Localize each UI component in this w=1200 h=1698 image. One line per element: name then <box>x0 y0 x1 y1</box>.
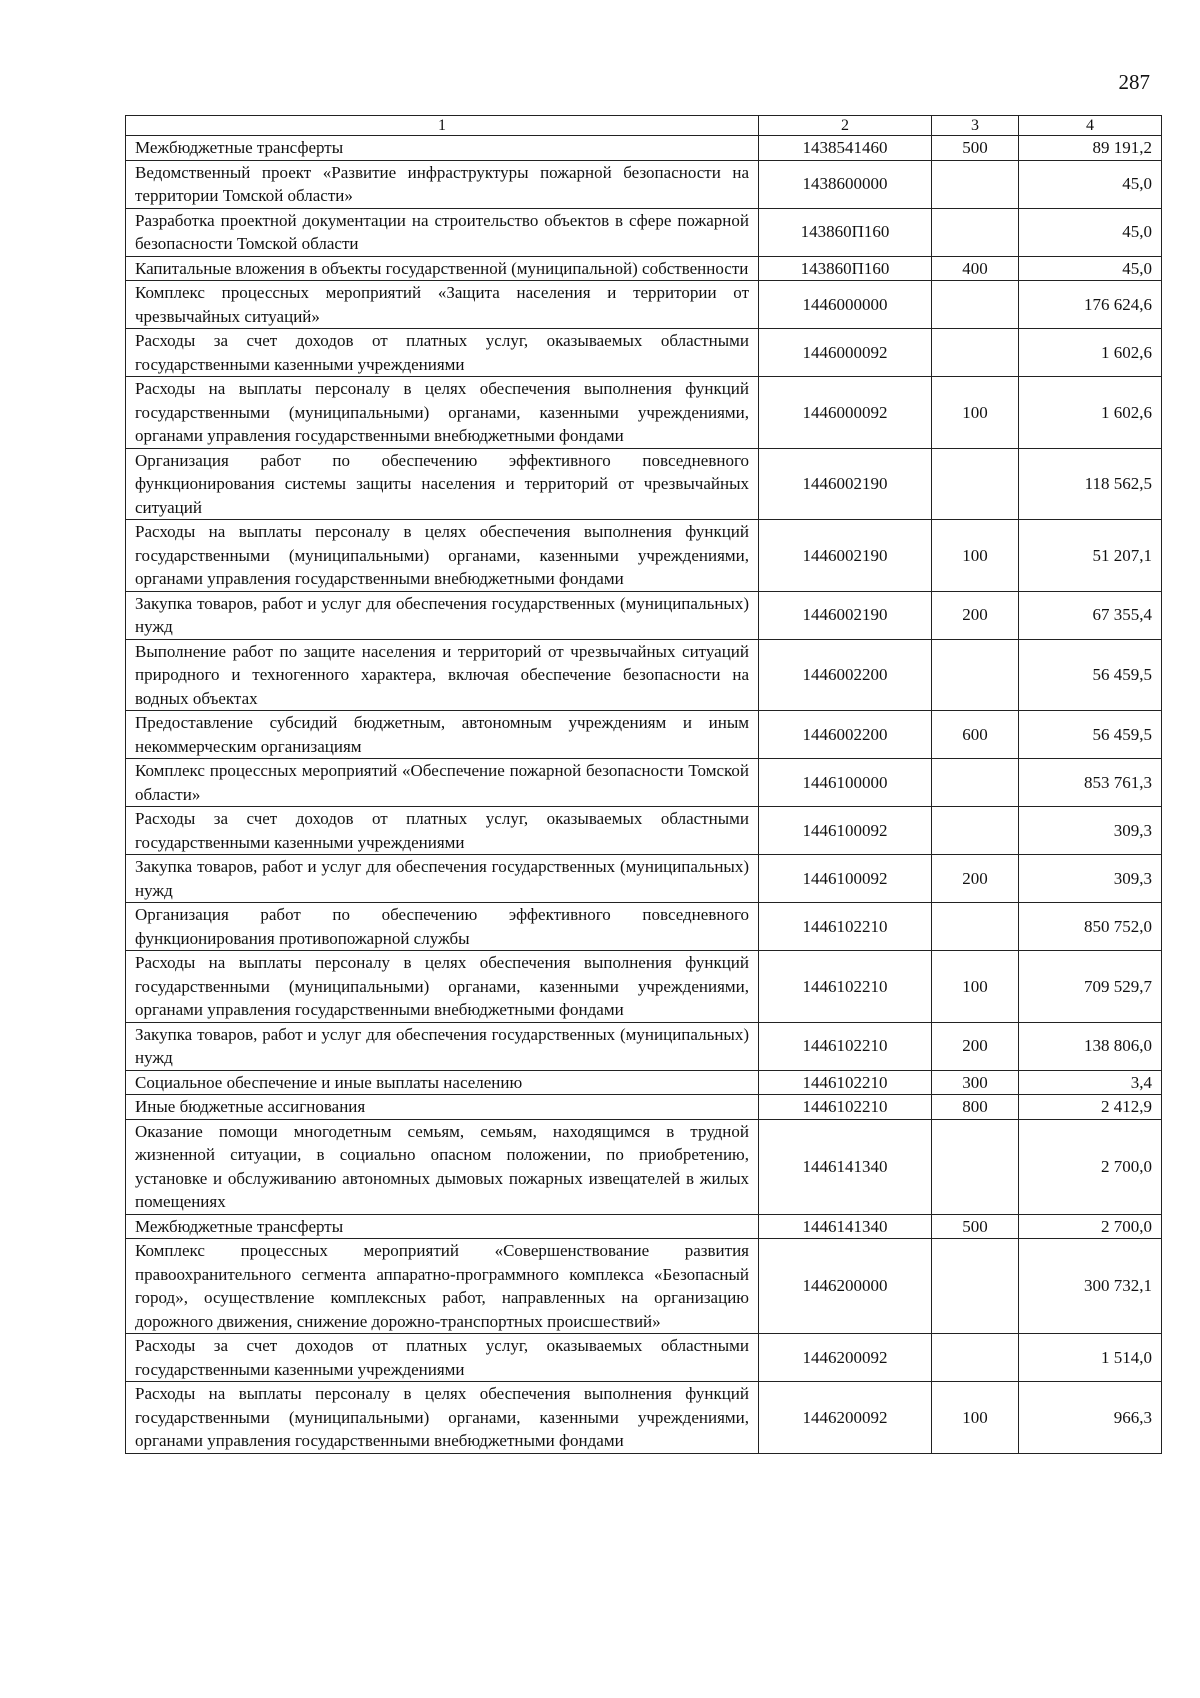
row-name: Комплекс процессных мероприятий «Защита населения и территории от чрезвычайных ситуаций» <box>126 281 759 329</box>
row-name: Предоставление субсидий бюджетным, автономным учреждениям и иным некоммерческим организациям <box>126 711 759 759</box>
row-amount: 176 624,6 <box>1019 281 1162 329</box>
row-expense-type: 500 <box>932 136 1019 161</box>
row-expense-type: 300 <box>932 1070 1019 1095</box>
row-target-code: 1446102210 <box>759 1095 932 1120</box>
row-target-code: 1446002190 <box>759 448 932 520</box>
row-amount: 966,3 <box>1019 1382 1162 1454</box>
table-row <box>126 1334 1162 1382</box>
row-target-code: 143860П160 <box>759 208 932 256</box>
row-target-code: 1446100000 <box>759 759 932 807</box>
header-col-3: 3 <box>932 116 1019 136</box>
row-target-code: 1446000092 <box>759 329 932 377</box>
row-expense-type <box>932 329 1019 377</box>
row-target-code: 1446200092 <box>759 1382 932 1454</box>
row-expense-type <box>932 1119 1019 1214</box>
table-row <box>126 329 1162 377</box>
table-row <box>126 256 1162 281</box>
row-expense-type <box>932 1334 1019 1382</box>
table-row <box>126 1022 1162 1070</box>
table-header-row <box>126 116 1162 136</box>
row-amount: 1 602,6 <box>1019 329 1162 377</box>
table-row <box>126 639 1162 711</box>
budget-table-body <box>126 116 1162 1454</box>
table-row <box>126 711 1162 759</box>
row-amount: 309,3 <box>1019 855 1162 903</box>
table-row <box>126 520 1162 592</box>
row-amount: 709 529,7 <box>1019 951 1162 1023</box>
row-name: Межбюджетные трансферты <box>126 136 759 161</box>
row-expense-type: 100 <box>932 377 1019 449</box>
row-amount: 45,0 <box>1019 160 1162 208</box>
table-row <box>126 281 1162 329</box>
row-amount: 300 732,1 <box>1019 1239 1162 1334</box>
row-target-code: 1446002200 <box>759 711 932 759</box>
page-number: 287 <box>1118 70 1150 94</box>
table-row <box>126 855 1162 903</box>
row-expense-type: 200 <box>932 591 1019 639</box>
table-row <box>126 951 1162 1023</box>
row-name: Межбюджетные трансферты <box>126 1214 759 1239</box>
row-target-code: 1438600000 <box>759 160 932 208</box>
row-expense-type <box>932 208 1019 256</box>
row-target-code: 1446200092 <box>759 1334 932 1382</box>
row-target-code: 1438541460 <box>759 136 932 161</box>
row-amount: 51 207,1 <box>1019 520 1162 592</box>
row-expense-type: 100 <box>932 951 1019 1023</box>
row-name: Расходы на выплаты персоналу в целях обеспечения выполнения функций государственными (муниципальными) органами, казенными учреждениями, органами управления государственными внебюджетными фондами <box>126 1382 759 1454</box>
row-target-code: 1446100092 <box>759 807 932 855</box>
row-target-code: 1446102210 <box>759 951 932 1023</box>
row-expense-type: 100 <box>932 520 1019 592</box>
table-row <box>126 591 1162 639</box>
header-col-1: 1 <box>126 116 759 136</box>
table-row <box>126 807 1162 855</box>
row-target-code: 1446102210 <box>759 1022 932 1070</box>
table-row <box>126 1070 1162 1095</box>
table-row <box>126 1095 1162 1120</box>
row-amount: 67 355,4 <box>1019 591 1162 639</box>
row-name: Ведомственный проект «Развитие инфраструктуры пожарной безопасности на территории Томской области» <box>126 160 759 208</box>
row-name: Иные бюджетные ассигнования <box>126 1095 759 1120</box>
row-amount: 118 562,5 <box>1019 448 1162 520</box>
header-col-4: 4 <box>1019 116 1162 136</box>
row-name: Организация работ по обеспечению эффективного повседневного функционирования системы защиты населения и территорий от чрезвычайных ситуаций <box>126 448 759 520</box>
row-target-code: 1446002190 <box>759 520 932 592</box>
row-target-code: 143860П160 <box>759 256 932 281</box>
row-name: Социальное обеспечение и иные выплаты населению <box>126 1070 759 1095</box>
row-name: Комплекс процессных мероприятий «Обеспечение пожарной безопасности Томской области» <box>126 759 759 807</box>
row-name: Расходы за счет доходов от платных услуг, оказываемых областными государственными казенными учреждениями <box>126 329 759 377</box>
row-amount: 89 191,2 <box>1019 136 1162 161</box>
row-expense-type: 200 <box>932 1022 1019 1070</box>
table-row <box>126 903 1162 951</box>
row-amount: 56 459,5 <box>1019 639 1162 711</box>
row-expense-type: 500 <box>932 1214 1019 1239</box>
row-amount: 56 459,5 <box>1019 711 1162 759</box>
row-expense-type: 400 <box>932 256 1019 281</box>
row-amount: 853 761,3 <box>1019 759 1162 807</box>
row-amount: 45,0 <box>1019 256 1162 281</box>
row-target-code: 1446102210 <box>759 1070 932 1095</box>
row-expense-type: 100 <box>932 1382 1019 1454</box>
row-amount: 2 700,0 <box>1019 1119 1162 1214</box>
row-target-code: 1446141340 <box>759 1119 932 1214</box>
table-row <box>126 136 1162 161</box>
row-name: Комплекс процессных мероприятий «Совершенствование развития правоохранительного сегмента аппаратно-программного комплекса «Безопасный город», осуществление комплексных работ, направленных на организацию дорожного движения, снижение дорожно-транспортных происшествий» <box>126 1239 759 1334</box>
row-name: Разработка проектной документации на строительство объектов в сфере пожарной безопасности Томской области <box>126 208 759 256</box>
row-expense-type <box>932 281 1019 329</box>
row-name: Расходы на выплаты персоналу в целях обеспечения выполнения функций государственными (муниципальными) органами, казенными учреждениями, органами управления государственными внебюджетными фондами <box>126 951 759 1023</box>
row-target-code: 1446200000 <box>759 1239 932 1334</box>
row-expense-type: 200 <box>932 855 1019 903</box>
row-name: Выполнение работ по защите населения и территорий от чрезвычайных ситуаций природного и техногенного характера, включая обеспечение безопасности на водных объектах <box>126 639 759 711</box>
row-name: Расходы за счет доходов от платных услуг, оказываемых областными государственными казенными учреждениями <box>126 1334 759 1382</box>
table-row <box>126 160 1162 208</box>
row-amount: 45,0 <box>1019 208 1162 256</box>
row-name: Закупка товаров, работ и услуг для обеспечения государственных (муниципальных) нужд <box>126 591 759 639</box>
row-expense-type <box>932 639 1019 711</box>
table-row <box>126 377 1162 449</box>
budget-table <box>125 115 1162 1454</box>
table-row <box>126 208 1162 256</box>
row-expense-type <box>932 759 1019 807</box>
row-expense-type <box>932 448 1019 520</box>
table-row <box>126 759 1162 807</box>
row-amount: 2 700,0 <box>1019 1214 1162 1239</box>
row-amount: 138 806,0 <box>1019 1022 1162 1070</box>
row-name: Расходы на выплаты персоналу в целях обеспечения выполнения функций государственными (муниципальными) органами, казенными учреждениями, органами управления государственными внебюджетными фондами <box>126 520 759 592</box>
table-row <box>126 1382 1162 1454</box>
table-row <box>126 1239 1162 1334</box>
row-target-code: 1446002200 <box>759 639 932 711</box>
row-target-code: 1446100092 <box>759 855 932 903</box>
row-expense-type <box>932 807 1019 855</box>
row-name: Расходы на выплаты персоналу в целях обеспечения выполнения функций государственными (муниципальными) органами, казенными учреждениями, органами управления государственными внебюджетными фондами <box>126 377 759 449</box>
row-amount: 2 412,9 <box>1019 1095 1162 1120</box>
row-expense-type <box>932 1239 1019 1334</box>
row-name: Оказание помощи многодетным семьям, семьям, находящимся в трудной жизненной ситуации, в социально опасном положении, по приобретению, установке и обслуживанию автономных дымовых пожарных извещателей в жилых помещениях <box>126 1119 759 1214</box>
row-target-code: 1446102210 <box>759 903 932 951</box>
row-name: Закупка товаров, работ и услуг для обеспечения государственных (муниципальных) нужд <box>126 855 759 903</box>
row-expense-type: 600 <box>932 711 1019 759</box>
table-row <box>126 1119 1162 1214</box>
row-name: Расходы за счет доходов от платных услуг, оказываемых областными государственными казенными учреждениями <box>126 807 759 855</box>
row-amount: 1 602,6 <box>1019 377 1162 449</box>
table-row <box>126 1214 1162 1239</box>
row-amount: 309,3 <box>1019 807 1162 855</box>
row-name: Организация работ по обеспечению эффективного повседневного функционирования противопожарной службы <box>126 903 759 951</box>
header-col-2: 2 <box>759 116 932 136</box>
row-target-code: 1446000000 <box>759 281 932 329</box>
row-amount: 850 752,0 <box>1019 903 1162 951</box>
row-amount: 1 514,0 <box>1019 1334 1162 1382</box>
row-target-code: 1446000092 <box>759 377 932 449</box>
row-expense-type <box>932 903 1019 951</box>
row-target-code: 1446141340 <box>759 1214 932 1239</box>
row-expense-type: 800 <box>932 1095 1019 1120</box>
row-expense-type <box>932 160 1019 208</box>
row-amount: 3,4 <box>1019 1070 1162 1095</box>
row-target-code: 1446002190 <box>759 591 932 639</box>
row-name: Закупка товаров, работ и услуг для обеспечения государственных (муниципальных) нужд <box>126 1022 759 1070</box>
table-row <box>126 448 1162 520</box>
row-name: Капитальные вложения в объекты государственной (муниципальной) собственности <box>126 256 759 281</box>
